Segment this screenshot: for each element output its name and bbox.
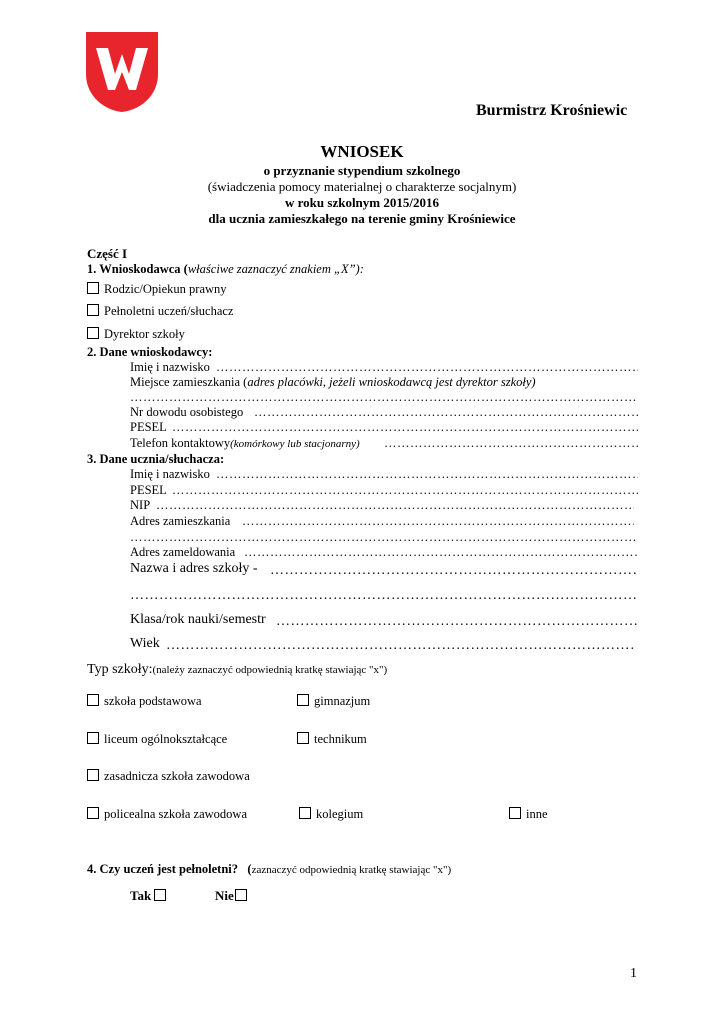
id-card-label: Nr dowodu osobistego: [130, 405, 244, 419]
no-label: Nie: [215, 888, 234, 903]
school-field[interactable]: [270, 563, 638, 579]
grade-field[interactable]: [276, 614, 638, 630]
school-type-heading: Typ szkoły:(należy zaznaczyć odpowiednią kratkę stawiając "x"): [87, 662, 388, 677]
school-field-2[interactable]: [130, 588, 638, 604]
checkbox[interactable]: [235, 889, 247, 901]
section-1-label: 1. Wnioskodawca: [87, 262, 181, 276]
school-type-vocational[interactable]: [87, 769, 250, 784]
checkbox[interactable]: [87, 304, 99, 316]
student-address-label: Adres zamieszkania: [130, 514, 231, 528]
applicant-pesel-field[interactable]: [172, 420, 638, 435]
school-type-primary[interactable]: [87, 694, 202, 709]
checkbox[interactable]: [297, 694, 309, 706]
applicant-option-director[interactable]: [87, 327, 185, 342]
id-card-field[interactable]: [254, 405, 638, 420]
option-label: szkoła podstawowa: [104, 694, 202, 708]
age-label: Wiek: [130, 636, 160, 651]
grade-label: Klasa/rok nauki/semestr: [130, 612, 266, 627]
phone-label: Telefon kontaktowy(komórkowy lub stacjonarny): [130, 436, 360, 450]
school-type-other[interactable]: [509, 807, 548, 822]
checkbox[interactable]: [87, 807, 99, 819]
title-line-2: (świadczenia pomocy materialnej o charakterze socjalnym): [207, 179, 517, 194]
option-label: gimnazjum: [314, 694, 371, 708]
part-heading: Część I: [87, 246, 128, 261]
registered-address-label: Adres zameldowania: [130, 545, 236, 559]
registered-address-field[interactable]: [244, 545, 638, 560]
section-1-paren: (: [183, 262, 188, 276]
checkbox[interactable]: [154, 889, 166, 901]
adult-yes-option[interactable]: [130, 888, 171, 904]
title-line-4: dla ucznia zamieszkałego na terenie gminy Krośniewice: [208, 211, 516, 226]
option-label: Pełnoletni uczeń/słuchacz: [104, 304, 234, 318]
applicant-name-field[interactable]: [216, 360, 638, 375]
applicant-option-parent[interactable]: [87, 282, 227, 297]
applicant-address-label: Miejsce zamieszkania (adres placówki, jeżeli wnioskodawcą jest dyrektor szkoły): [130, 375, 536, 389]
school-label: Nazwa i adres szkoły -: [130, 561, 258, 576]
coat-of-arms-emblem: [84, 30, 160, 114]
applicant-pesel-label: PESEL: [130, 420, 167, 434]
option-label: kolegium: [316, 807, 364, 821]
student-address-field-2[interactable]: [130, 530, 638, 545]
section-1-heading: [87, 262, 364, 277]
checkbox[interactable]: [509, 807, 521, 819]
checkbox[interactable]: [87, 282, 99, 294]
document-title: WNIOSEK: [320, 142, 404, 161]
nip-field[interactable]: [156, 498, 634, 513]
title-line-3: w roku szkolnym 2015/2016: [285, 195, 439, 210]
phone-field[interactable]: [384, 436, 638, 451]
school-type-postsecondary[interactable]: [87, 807, 247, 822]
title-line-1: o przyznanie stypendium szkolnego: [263, 163, 461, 178]
option-label: inne: [526, 807, 548, 821]
student-pesel-label: PESEL: [130, 483, 167, 497]
section-1-note: właściwe zaznaczyć znakiem „X”):: [187, 262, 364, 276]
page-number: 1: [630, 966, 637, 981]
option-label: liceum ogólnokształcące: [104, 732, 228, 746]
nip-label: NIP: [130, 498, 151, 512]
checkbox[interactable]: [297, 732, 309, 744]
applicant-address-field[interactable]: [130, 390, 638, 405]
student-pesel-field[interactable]: [172, 483, 638, 498]
school-type-high[interactable]: [87, 732, 227, 747]
option-label: policealna szkoła zawodowa: [104, 807, 247, 821]
student-address-field[interactable]: [242, 514, 634, 529]
yes-label: Tak: [130, 888, 152, 903]
option-label: Dyrektor szkoły: [104, 327, 185, 341]
school-type-college[interactable]: [299, 807, 363, 822]
student-name-field[interactable]: [216, 467, 638, 482]
age-field[interactable]: [166, 638, 636, 654]
school-type-technical[interactable]: [297, 732, 367, 747]
authority-heading: Burmistrz Krośniewic: [476, 102, 628, 119]
student-name-label: Imię i nazwisko: [130, 467, 210, 481]
adult-no-option[interactable]: [215, 888, 252, 904]
option-label: Rodzic/Opiekun prawny: [104, 282, 227, 296]
section-4-heading: 4. Czy uczeń jest pełnoletni? (zaznaczyć odpowiednią kratkę stawiając "x"): [87, 862, 452, 876]
checkbox[interactable]: [87, 694, 99, 706]
option-label: technikum: [314, 732, 367, 746]
checkbox[interactable]: [87, 732, 99, 744]
checkbox[interactable]: [299, 807, 311, 819]
applicant-name-label: Imię i nazwisko: [130, 360, 210, 374]
section-2-heading: 2. Dane wnioskodawcy:: [87, 345, 213, 359]
checkbox[interactable]: [87, 327, 99, 339]
option-label: zasadnicza szkoła zawodowa: [104, 769, 250, 783]
section-3-heading: 3. Dane ucznia/słuchacza:: [87, 452, 225, 466]
checkbox[interactable]: [87, 769, 99, 781]
school-type-middle[interactable]: [297, 694, 370, 709]
applicant-option-student[interactable]: [87, 304, 233, 319]
